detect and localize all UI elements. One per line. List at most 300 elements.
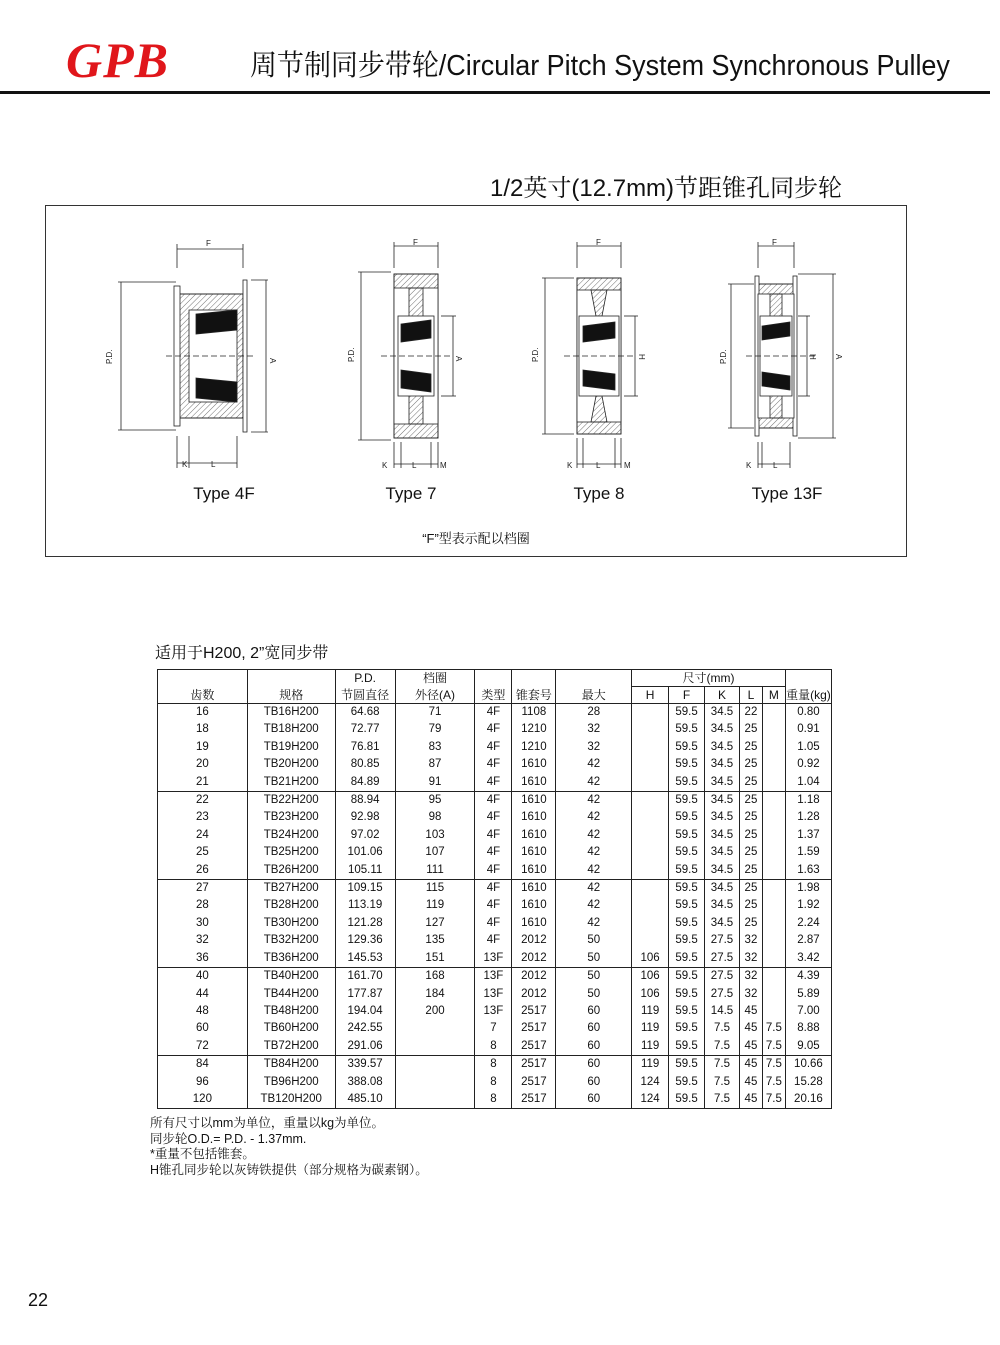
section-subtitle: 1/2英寸(12.7mm)节距锥孔同步轮	[490, 175, 843, 202]
table-cell: 7.5	[705, 1020, 740, 1037]
table-cell: 4F	[475, 739, 512, 756]
table-cell	[632, 774, 669, 792]
table-cell: 25	[739, 880, 762, 898]
table-cell: 1.92	[797, 899, 820, 912]
table-cell: 22	[739, 704, 762, 722]
table-cell: 7	[475, 1020, 512, 1037]
table-cell: TB72H200	[247, 1038, 335, 1056]
table-cell: 19	[158, 739, 248, 756]
type-13f-drawing	[719, 238, 843, 470]
table-cell: 168	[395, 968, 475, 986]
header-blank-teeth	[158, 670, 248, 687]
table-cell: 50	[556, 932, 632, 949]
table-cell: 95	[395, 792, 475, 810]
table-cell: 111	[395, 862, 475, 880]
page-header	[0, 0, 1000, 100]
table-cell: 1610	[512, 897, 556, 914]
table-cell: 120	[158, 1091, 248, 1109]
table-cell: TB120H200	[247, 1091, 335, 1109]
table-cell	[395, 1091, 475, 1109]
svg-text:M: M	[440, 461, 447, 470]
table-cell: 2012	[512, 932, 556, 949]
table-cell: 87	[395, 756, 475, 773]
table-cell: 18	[158, 721, 248, 738]
table-cell: 72	[158, 1038, 248, 1056]
table-cell: 115	[395, 880, 475, 898]
table-cell: 60	[556, 1003, 632, 1020]
table-cell	[632, 897, 669, 914]
table-cell: 59.5	[669, 721, 705, 738]
table-cell: 119	[632, 1056, 669, 1074]
table-cell: 84	[158, 1056, 248, 1074]
table-cell: 59.5	[669, 774, 705, 792]
table-cell	[762, 756, 785, 773]
table-cell	[632, 932, 669, 949]
svg-text:H: H	[637, 354, 646, 360]
table-row	[158, 827, 832, 844]
type-4f-label: Type 4F	[193, 484, 255, 503]
table-cell: 32	[556, 739, 632, 756]
table-cell: TB48H200	[247, 1003, 335, 1020]
type-4f-drawing	[105, 239, 277, 469]
svg-text:F: F	[413, 238, 418, 247]
header-f: F	[669, 687, 705, 704]
table-cell	[632, 739, 669, 756]
table-cell	[762, 915, 785, 932]
table-cell: 76.81	[335, 739, 395, 756]
table-cell: 101.06	[335, 844, 395, 861]
header-m: M	[762, 687, 785, 704]
note-weight: *重量不包括锥套。	[150, 1147, 255, 1161]
table-cell: 59.5	[669, 880, 705, 898]
table-cell: 1610	[512, 774, 556, 792]
table-cell: 59.5	[669, 915, 705, 932]
table-cell: 485.10	[335, 1091, 395, 1109]
table-cell: 59.5	[669, 1091, 705, 1109]
table-cell: 50	[556, 950, 632, 968]
table-cell: 42	[556, 844, 632, 861]
table-cell: 59.5	[669, 844, 705, 861]
table-cell: 242.55	[335, 1020, 395, 1037]
table-cell: 388.08	[335, 1074, 395, 1091]
table-cell: 25	[739, 809, 762, 826]
table-cell: 9.05	[797, 1039, 820, 1052]
table-cell: 34.5	[705, 704, 740, 722]
table-cell: 59.5	[669, 756, 705, 773]
svg-text:P.D.: P.D.	[347, 347, 356, 362]
type-7-label: Type 7	[385, 484, 437, 503]
type-8-drawing	[531, 238, 646, 470]
table-cell: 45	[739, 1074, 762, 1091]
table-cell: 60	[556, 1091, 632, 1109]
header-teeth: 齿数	[158, 687, 248, 704]
table-cell: 25	[739, 756, 762, 773]
note-od: 同步轮O.D.= P.D. - 1.37mm.	[150, 1131, 307, 1146]
table-cell: 34.5	[705, 897, 740, 914]
table-cell: 34.5	[705, 774, 740, 792]
table-cell: 20	[158, 756, 248, 773]
table-cell: 34.5	[705, 739, 740, 756]
table-cell: 5.89	[797, 987, 820, 1000]
table-cell	[762, 792, 785, 810]
table-cell: 45	[739, 1003, 762, 1020]
table-cell: 7.5	[762, 1038, 785, 1056]
table-cell: 45	[739, 1091, 762, 1109]
table-cell: 21	[158, 774, 248, 792]
dim-a-label: A	[268, 358, 277, 364]
table-cell: 2517	[512, 1056, 556, 1074]
table-cell: 25	[739, 774, 762, 792]
header-max: 最大	[556, 687, 632, 704]
table-cell: 7.5	[705, 1038, 740, 1056]
table-cell: TB96H200	[247, 1074, 335, 1091]
table-cell: TB20H200	[247, 756, 335, 773]
table-cell: 42	[556, 756, 632, 773]
table-cell: 42	[556, 897, 632, 914]
table-cell: 1610	[512, 862, 556, 880]
table-cell: 105.11	[335, 862, 395, 880]
table-cell: 25	[739, 827, 762, 844]
table-row	[158, 915, 832, 932]
table-cell: 36	[158, 950, 248, 968]
table-cell: 1.98	[785, 880, 831, 898]
svg-text:K: K	[746, 461, 752, 470]
table-cell: 106	[632, 986, 669, 1003]
table-cell: 7.5	[762, 1020, 785, 1037]
table-cell: 27.5	[705, 950, 740, 968]
table-cell: TB21H200	[247, 774, 335, 792]
table-cell	[632, 880, 669, 898]
table-cell: 28	[158, 897, 248, 914]
table-cell: 1610	[512, 827, 556, 844]
table-cell	[632, 827, 669, 844]
header-type: 类型	[475, 687, 512, 704]
table-cell: 20.16	[794, 1092, 823, 1105]
pulley-diagrams	[45, 205, 907, 557]
table-cell: TB28H200	[247, 897, 335, 914]
table-cell: 25	[739, 897, 762, 914]
table-cell: 8	[475, 1074, 512, 1091]
table-cell: 59.5	[669, 950, 705, 968]
svg-text:P.D.: P.D.	[719, 349, 728, 364]
table-cell: 4F	[475, 704, 512, 722]
table-cell: 13F	[475, 986, 512, 1003]
table-cell: 4F	[475, 721, 512, 738]
table-cell: 7.5	[705, 1056, 740, 1074]
table-cell: 0.91	[797, 723, 820, 736]
table-cell: 124	[632, 1074, 669, 1091]
table-cell: 8	[475, 1038, 512, 1056]
table-cell: 1.37	[797, 828, 820, 841]
table-cell: 60	[556, 1056, 632, 1074]
table-cell: 1610	[512, 880, 556, 898]
table-cell: 1.18	[785, 792, 831, 810]
table-cell	[762, 897, 785, 914]
table-row	[158, 792, 832, 810]
table-row	[158, 1074, 832, 1091]
table-cell: 60	[158, 1020, 248, 1037]
table-cell: 4F	[475, 756, 512, 773]
table-cell: 59.5	[669, 1074, 705, 1091]
table-row	[158, 1091, 832, 1109]
table-cell: 177.87	[335, 986, 395, 1003]
table-cell: 34.5	[705, 862, 740, 880]
dim-l-label: L	[211, 460, 216, 469]
header-spec: 规格	[247, 687, 335, 704]
table-cell: 2.87	[797, 934, 820, 947]
table-cell: 7.5	[762, 1056, 785, 1074]
table-cell: 2517	[512, 1038, 556, 1056]
table-cell: 60	[556, 1074, 632, 1091]
table-cell: TB60H200	[247, 1020, 335, 1037]
table-row	[158, 739, 832, 756]
table-cell: 42	[556, 792, 632, 810]
header-dims: 尺寸(mm)	[632, 670, 786, 687]
table-cell: 1.04	[797, 775, 820, 788]
table-cell: 60	[556, 1038, 632, 1056]
table-cell: 1.28	[797, 811, 820, 824]
table-cell: 59.5	[669, 1020, 705, 1037]
table-cell: 45	[739, 1056, 762, 1074]
table-cell: 151	[395, 950, 475, 968]
table-cell: 4F	[475, 809, 512, 826]
table-row	[158, 932, 832, 949]
flange-note: “F”型表示配以档圈	[422, 531, 530, 546]
table-cell: 91	[395, 774, 475, 792]
table-cell: 4F	[475, 862, 512, 880]
table-cell: 42	[556, 809, 632, 826]
table-cell	[762, 932, 785, 949]
table-cell: 119	[632, 1038, 669, 1056]
table-cell: 32	[739, 968, 762, 986]
dim-pd-label: P.D.	[105, 349, 114, 364]
table-cell: 59.5	[669, 897, 705, 914]
table-cell: 32	[739, 986, 762, 1003]
table-cell: 1610	[512, 809, 556, 826]
svg-text:L: L	[412, 461, 417, 470]
table-cell: 4F	[475, 932, 512, 949]
table-cell: 145.53	[335, 950, 395, 968]
header-flange-top: 档圈	[395, 670, 475, 687]
type-7-drawing	[347, 238, 463, 470]
table-cell: 98	[395, 809, 475, 826]
table-cell	[632, 809, 669, 826]
table-cell: 13F	[475, 950, 512, 968]
table-cell: 1610	[512, 792, 556, 810]
table-cell: 59.5	[669, 739, 705, 756]
table-cell: 8	[475, 1056, 512, 1074]
table-cell: 7.5	[762, 1091, 785, 1109]
svg-text:F: F	[772, 238, 777, 247]
table-row	[158, 1020, 832, 1037]
table-row	[158, 1056, 832, 1074]
table-cell: 4F	[475, 915, 512, 932]
svg-text:L: L	[773, 461, 778, 470]
table-cell	[762, 827, 785, 844]
table-cell: 27	[158, 880, 248, 898]
table-cell: 127	[395, 915, 475, 932]
table-cell: 3.42	[797, 951, 820, 964]
table-cell: 119	[632, 1020, 669, 1037]
table-cell: 107	[395, 844, 475, 861]
table-cell: 161.70	[335, 968, 395, 986]
table-cell: 32	[739, 950, 762, 968]
table-cell: 23	[158, 809, 248, 826]
table-cell: 72.77	[335, 721, 395, 738]
table-cell: 27.5	[705, 932, 740, 949]
table-cell: 79	[395, 721, 475, 738]
table-cell: 2012	[512, 986, 556, 1003]
table-cell: 34.5	[705, 756, 740, 773]
header-blank-spec	[247, 670, 335, 687]
table-cell: 4F	[475, 897, 512, 914]
table-cell	[632, 862, 669, 880]
table-cell: 42	[556, 774, 632, 792]
table-cell: 45	[739, 1020, 762, 1037]
table-caption: 适用于H200, 2”宽同步带	[155, 645, 329, 662]
table-row	[158, 862, 832, 880]
table-cell: 34.5	[705, 809, 740, 826]
table-cell: 34.5	[705, 721, 740, 738]
table-cell: 88.94	[335, 792, 395, 810]
table-row	[158, 774, 832, 792]
table-cell: 22	[158, 792, 248, 810]
table-cell	[762, 968, 785, 986]
table-cell: 2012	[512, 968, 556, 986]
table-cell: 24	[158, 827, 248, 844]
table-cell	[762, 704, 785, 722]
table-cell: 4F	[475, 792, 512, 810]
table-cell: 13F	[475, 1003, 512, 1020]
table-cell: TB16H200	[247, 704, 335, 722]
table-cell: 64.68	[335, 704, 395, 722]
table-cell: 59.5	[669, 862, 705, 880]
table-cell: 1.05	[797, 740, 820, 753]
note-material: H锥孔同步轮以灰铸铁提供（部分规格为碳素钢）。	[150, 1162, 428, 1177]
table-cell: 129.36	[335, 932, 395, 949]
svg-text:M: M	[624, 461, 631, 470]
table-row	[158, 880, 832, 898]
table-cell: 2012	[512, 950, 556, 968]
table-cell: TB18H200	[247, 721, 335, 738]
table-cell: 34.5	[705, 880, 740, 898]
table-row	[158, 897, 832, 914]
table-cell: 4F	[475, 844, 512, 861]
table-cell: 121.28	[335, 915, 395, 932]
table-cell: 42	[556, 827, 632, 844]
svg-text:H: H	[808, 354, 817, 360]
table-cell	[395, 1056, 475, 1074]
table-cell: 2517	[512, 1091, 556, 1109]
table-cell: 48	[158, 1003, 248, 1020]
table-cell: TB36H200	[247, 950, 335, 968]
table-cell: 42	[556, 880, 632, 898]
table-cell: 27.5	[705, 968, 740, 986]
table-body	[158, 704, 832, 1109]
table-row	[158, 844, 832, 861]
table-row	[158, 950, 832, 968]
table-cell: 27.5	[705, 986, 740, 1003]
table-cell: 96	[158, 1074, 248, 1091]
page-number: 22	[28, 1290, 49, 1310]
table-cell: TB26H200	[247, 862, 335, 880]
table-cell: TB44H200	[247, 986, 335, 1003]
table-cell: 0.92	[797, 758, 820, 771]
table-cell	[762, 844, 785, 861]
table-cell: 59.5	[669, 827, 705, 844]
table-cell	[632, 721, 669, 738]
table-cell: 34.5	[705, 827, 740, 844]
table-cell: 1.63	[797, 863, 820, 876]
table-cell: TB23H200	[247, 809, 335, 826]
table-cell	[762, 774, 785, 792]
table-cell: TB25H200	[247, 844, 335, 861]
table-cell: 25	[739, 915, 762, 932]
table-row	[158, 1003, 832, 1020]
table-cell: 25	[739, 792, 762, 810]
table-cell: 25	[739, 721, 762, 738]
svg-text:F: F	[596, 238, 601, 247]
table-cell: 2517	[512, 1074, 556, 1091]
table-cell: 34.5	[705, 792, 740, 810]
specification-table	[157, 669, 832, 1109]
table-cell	[632, 756, 669, 773]
table-cell	[395, 1020, 475, 1037]
table-cell	[632, 915, 669, 932]
table-cell: 7.5	[705, 1091, 740, 1109]
table-cell: 8	[475, 1091, 512, 1109]
table-cell: 44	[158, 986, 248, 1003]
table-cell: 109.15	[335, 880, 395, 898]
svg-text:A: A	[834, 354, 843, 360]
table-cell: TB22H200	[247, 792, 335, 810]
table-cell: 59.5	[669, 968, 705, 986]
table-cell: 2.24	[797, 916, 820, 929]
table-cell: 59.5	[669, 932, 705, 949]
table-cell: 1610	[512, 756, 556, 773]
table-cell: 59.5	[669, 809, 705, 826]
table-cell: TB30H200	[247, 915, 335, 932]
table-cell: 92.98	[335, 809, 395, 826]
table-cell: 103	[395, 827, 475, 844]
table-cell	[395, 1074, 475, 1091]
table-cell	[762, 739, 785, 756]
table-cell: 34.5	[705, 915, 740, 932]
table-cell: 13F	[475, 968, 512, 986]
table-cell: 124	[632, 1091, 669, 1109]
table-cell: 119	[632, 1003, 669, 1020]
table-cell	[632, 792, 669, 810]
table-cell	[762, 880, 785, 898]
table-row	[158, 756, 832, 773]
header-pd-top: P.D.	[335, 670, 395, 687]
dim-f-label: F	[206, 239, 211, 248]
table-cell: 26	[158, 862, 248, 880]
table-cell: 32	[739, 932, 762, 949]
table-cell: 291.06	[335, 1038, 395, 1056]
header-h: H	[632, 687, 669, 704]
table-cell: 60	[556, 1020, 632, 1037]
table-cell: 4.39	[785, 968, 831, 986]
svg-text:K: K	[382, 461, 388, 470]
table-cell: 84.89	[335, 774, 395, 792]
table-cell: 194.04	[335, 1003, 395, 1020]
table-row	[158, 721, 832, 738]
table-cell	[762, 950, 785, 968]
table-cell: 113.19	[335, 897, 395, 914]
table-cell: 7.5	[762, 1074, 785, 1091]
table-cell: 15.28	[794, 1075, 823, 1088]
